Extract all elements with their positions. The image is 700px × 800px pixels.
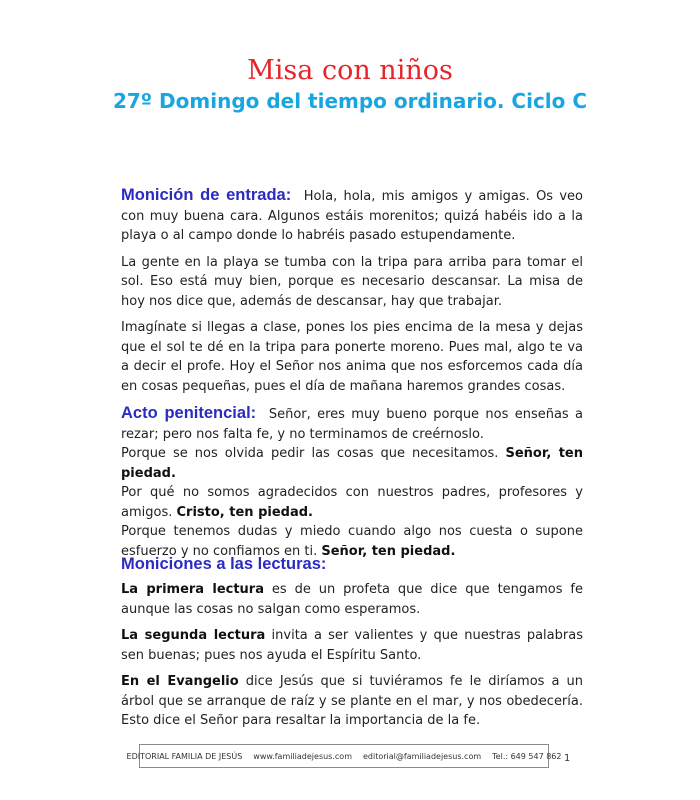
entrada-paragraph-1 bbox=[121, 186, 583, 246]
penitencial-invocation-1 bbox=[121, 444, 583, 483]
section-moniciones-lecturas bbox=[121, 555, 583, 731]
footer-box bbox=[126, 744, 562, 768]
section-monicion-entrada bbox=[121, 186, 583, 396]
primera-lectura-text: es de un profeta que dice que tengamos fe aunque las cosas no salgan como esperamos. bbox=[121, 582, 583, 617]
document-subtitle: 27º Domingo del tiempo ordinario. Ciclo C bbox=[112, 89, 588, 113]
invocation-1-response: Señor, ten piedad. bbox=[121, 446, 583, 481]
footer-publisher: EDITORIAL FAMILIA DE JESÚS bbox=[126, 751, 243, 761]
segunda-lectura-label: La segunda lectura bbox=[121, 628, 266, 643]
primera-lectura-label: La primera lectura bbox=[121, 582, 264, 597]
penitencial-text-1: Señor, eres muy bueno porque nos enseñas a rezar; pero nos falta fe, y no terminamos de creérnoslo. bbox=[121, 407, 584, 442]
primera-lectura-paragraph bbox=[121, 580, 583, 619]
document-title: Misa con niños bbox=[247, 55, 453, 86]
entrada-text-1: Hola, hola, mis amigos y amigas. Os veo con muy buena cara. Algunos estáis morenitos; quizá habéis ido a la playa o al campo donde lo habréis pasado estupendamente. bbox=[121, 189, 583, 243]
penitencial-heading: Acto penitencial: bbox=[121, 404, 257, 422]
footer-website: www.familiadejesus.com bbox=[253, 751, 352, 761]
segunda-lectura-paragraph bbox=[121, 626, 583, 665]
invocation-3-response: Señor, ten piedad. bbox=[321, 543, 456, 559]
invocation-3-text: Porque tenemos dudas y miedo cuando algo nos cuesta o supone esfuerzo y no confiamos en ti. bbox=[121, 524, 583, 559]
invocation-2-response: Cristo, ten piedad. bbox=[176, 504, 313, 520]
footer-phone: Tel.: 649 547 862 bbox=[492, 751, 562, 761]
entrada-paragraph-2: La gente en la playa se tumba con la tripa para arriba para tomar el sol. Eso está muy bien, porque es necesario descansar. La misa de hoy nos dice que, además de descansar, hay que trabajar. bbox=[121, 254, 583, 309]
invocation-2-text: Por qué no somos agradecidos con nuestros padres, profesores y amigos. bbox=[121, 485, 583, 520]
evangelio-paragraph bbox=[121, 672, 583, 731]
segunda-lectura-text: invita a ser valientes y que nuestras palabras sen buenas; pues nos ayuda el Espíritu Santo. bbox=[121, 628, 583, 663]
section-acto-penitencial bbox=[121, 404, 583, 561]
penitencial-invocation-2 bbox=[121, 483, 583, 522]
invocation-1-text: Porque se nos olvida pedir las cosas que necesitamos. bbox=[121, 446, 499, 461]
entrada-paragraph-3: Imagínate si llegas a clase, pones los pies encima de la mesa y dejas que el sol te dé en la tripa para ponerte moreno. Pues mal, algo te va a decir el profe. Hoy el Señor nos anima que nos esforcemos cada día en cosas pequeñas, pues el día de mañana haremos grandes cosas. bbox=[121, 320, 583, 394]
penitencial-paragraph-1 bbox=[121, 404, 583, 444]
lecturas-heading: Moniciones a las lecturas: bbox=[121, 555, 327, 573]
page-number: 1 bbox=[564, 753, 571, 764]
footer-email: editorial@familiadejesus.com bbox=[362, 751, 482, 761]
entrada-heading: Monición de entrada: bbox=[121, 186, 292, 204]
evangelio-label: En el Evangelio bbox=[121, 674, 239, 689]
evangelio-text: dice Jesús que si tuviéramos fe le diríamos a un árbol que se arranque de raíz y se plante en el mar, y nos obedecería. Esto dice el Señor para resaltar la importancia de la fe. bbox=[121, 674, 584, 728]
